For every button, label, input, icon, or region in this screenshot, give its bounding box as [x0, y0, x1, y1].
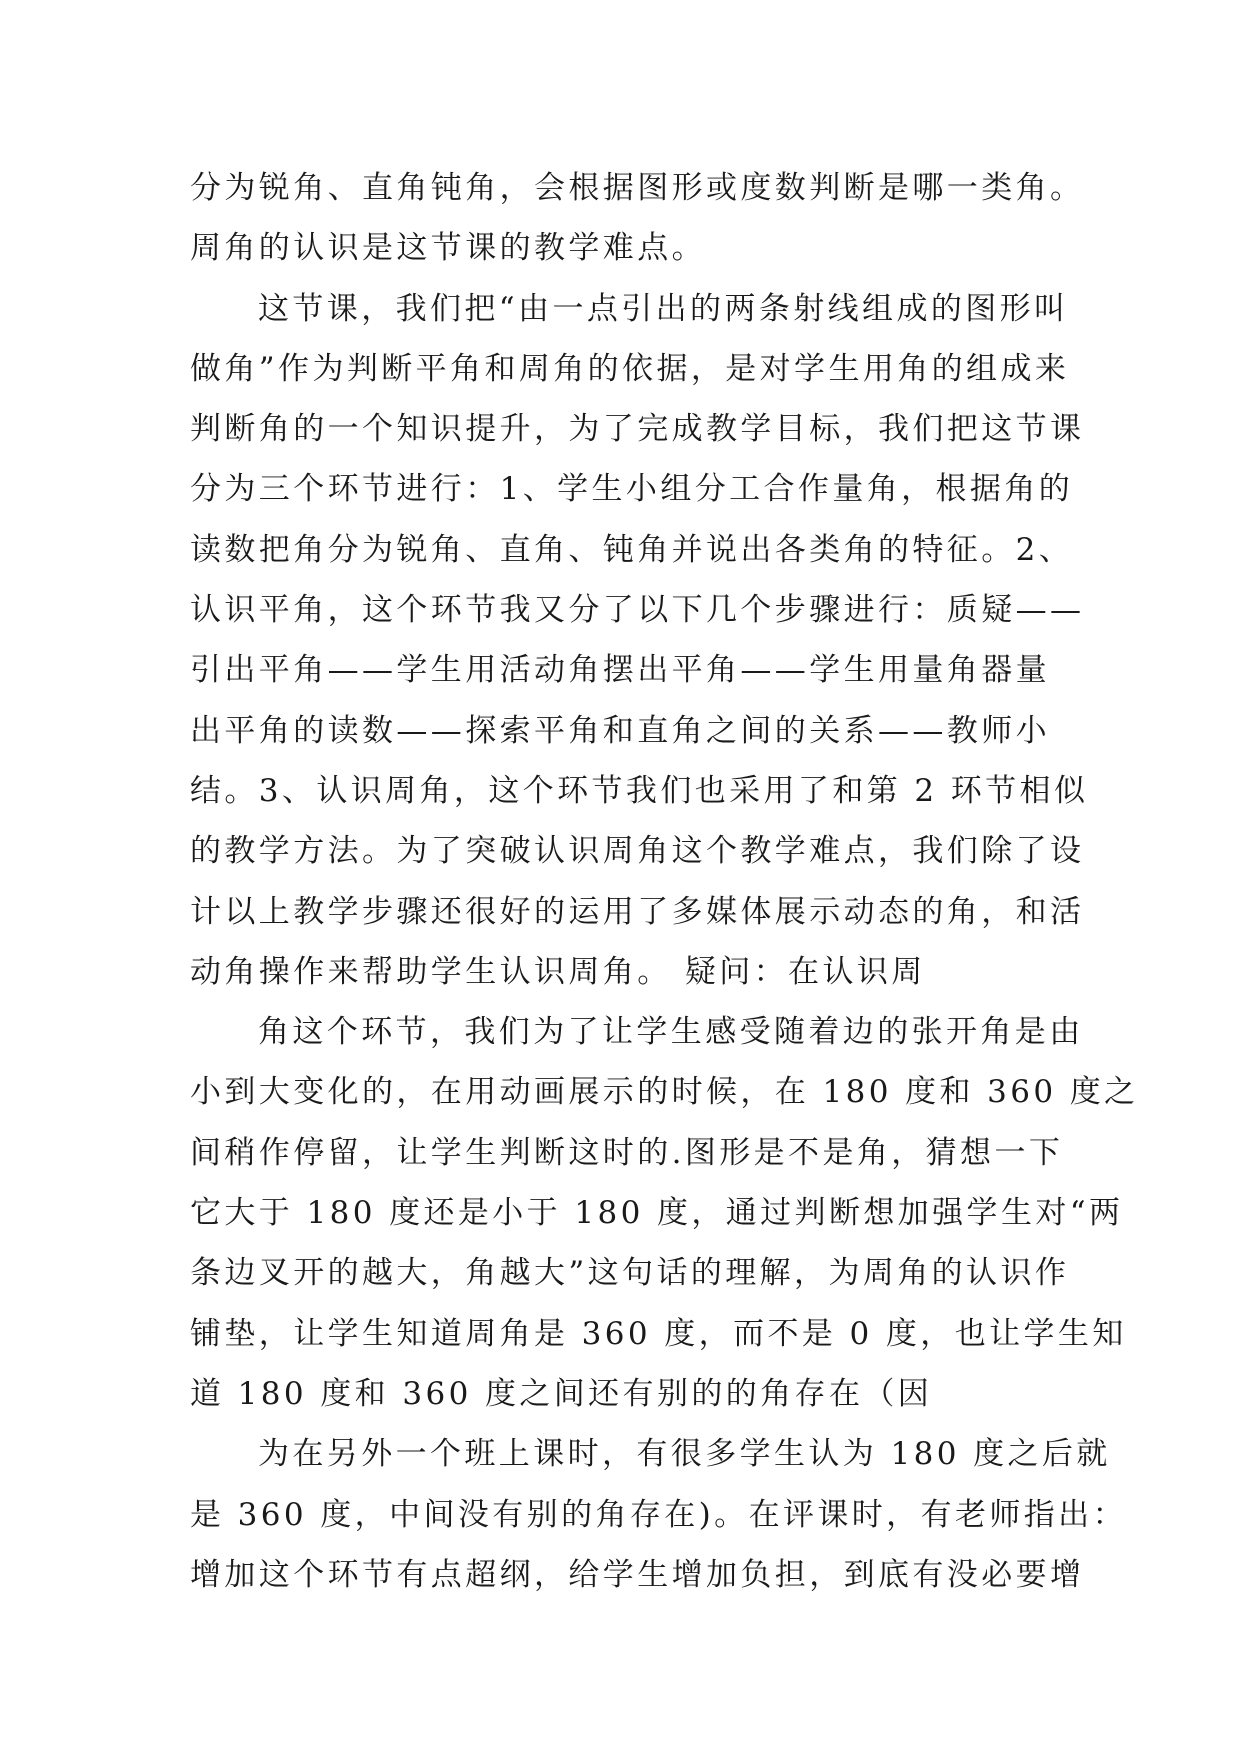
text-line: 小到大变化的，在用动画展示的时候，在 180 度和 360 度之: [190, 1074, 1139, 1111]
text-line: 引出平角——学生用活动角摆出平角——学生用量角器量: [190, 652, 1050, 689]
text-line: 判断角的一个知识提升，为了完成教学目标，我们把这节课: [190, 411, 1085, 448]
text-line: 出平角的读数——探索平角和直角之间的关系——教师小: [190, 712, 1050, 749]
paragraph-start-line: 为在另外一个班上课时，有很多学生认为 180 度之后就: [258, 1436, 1111, 1473]
text-line: 分为锐角、直角钝角，会根据图形或度数判断是哪一类角。: [190, 170, 1085, 206]
text-line: 它大于 180 度还是小于 180 度，通过判断想加强学生对“两: [190, 1195, 1124, 1232]
text-line: 读数把角分为锐角、直角、钝角并说出各类角的特征。2、: [190, 531, 1074, 568]
text-line: 做角”作为判断平角和周角的依据，是对学生用角的组成来: [190, 350, 1070, 387]
text-line: 间稍作停留，让学生判断这时的.图形是不是角，猜想一下: [190, 1134, 1064, 1171]
text-line: 铺垫，让学生知道周角是 360 度，而不是 0 度，也让学生知: [190, 1315, 1127, 1352]
text-line: 道 180 度和 360 度之间还有别的的角存在（因: [190, 1375, 933, 1412]
text-line: 结。3、认识周角，这个环节我们也采用了和第 2 环节相似: [190, 772, 1089, 809]
text-line: 的教学方法。为了突破认识周角这个教学难点，我们除了设: [190, 833, 1085, 870]
text-line: 是 360 度，中间没有别的角存在)。在评课时，有老师指出：: [190, 1496, 1127, 1533]
text-line: 计以上教学步骤还很好的运用了多媒体展示动态的角，和活: [190, 893, 1085, 930]
text-line: 动角操作来帮助学生认识周角。 疑问：在认识周: [190, 953, 926, 990]
text-line: 增加这个环节有点超纲，给学生增加负担，到底有没必要增: [190, 1556, 1085, 1593]
text-line: 条边叉开的越大，角越大”这句话的理解，为周角的认识作: [190, 1255, 1070, 1292]
paragraph-start-line: 角这个环节，我们为了让学生感受随着边的张开角是由: [258, 1014, 1084, 1051]
text-line: 周角的认识是这节课的教学难点。: [190, 230, 706, 267]
text-line: 分为三个环节进行：1、学生小组分工合作量角，根据角的: [190, 471, 1074, 508]
document-body: [190, 158, 1139, 1605]
text-line: 认识平角，这个环节我又分了以下几个步骤进行：质疑——: [190, 592, 1085, 629]
paragraph-start-line: 这节课，我们把“由一点引出的两条射线组成的图形叫: [258, 290, 1069, 327]
